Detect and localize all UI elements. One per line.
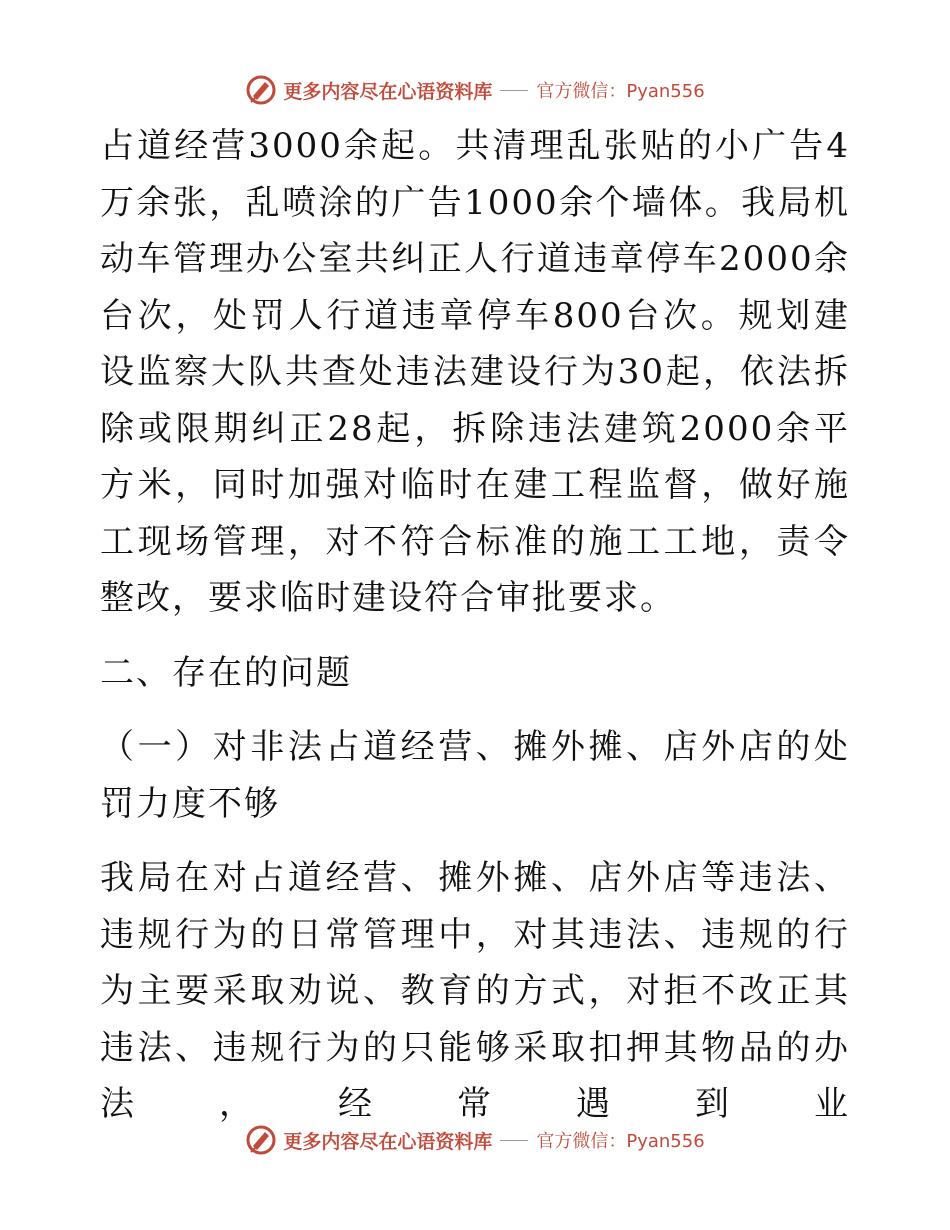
paragraph-statistics: 占道经营3000余起。共清理乱张贴的小广告4万余张，乱喷涂的广告1000余个墙体。我局机动车管理办公室共纠正人行道违章停车2000余台次，处罚人行道违章停车800台次。规划建设监察大队共查处违法建设行为30起，依法拆除或限期纠正28起，拆除违法建筑2000余平方米，同时加强对临时在建工程监督，做好施工现场管理，对不符合标准的施工工地，责令整改，要求临时建设符合审批要求。 [100,126,850,618]
document-body [100,118,850,1133]
header-contact-text: 官方微信：Pyan556 [536,81,705,102]
seal-logo-icon [245,74,277,106]
header-brand-text: 更多内容尽在心语资料库 [283,80,493,103]
header-divider [500,90,528,91]
footer-banner [0,1120,950,1160]
footer-divider [500,1140,528,1141]
paragraph-problem: 我局在对占道经营、摊外摊、店外店等违法、违规行为的日常管理中，对其违法、违规的行为主要采取劝说、教育的方式，对拒不改正其违法、违规行为的只能够采取扣押其物品的办法，经常遇到业 [100,858,850,1124]
spacer [100,627,850,645]
spacer [100,701,850,719]
section-heading: 二、存在的问题 [100,652,352,693]
footer-brand-text: 更多内容尽在心语资料库 [283,1130,493,1153]
footer-contact-text: 官方微信：Pyan556 [536,1131,705,1152]
seal-logo-icon [245,1124,277,1156]
subsection-heading: （一）对非法占道经营、摊外摊、店外店的处罚力度不够 [100,727,850,824]
spacer [100,832,850,850]
header-banner [0,70,950,110]
